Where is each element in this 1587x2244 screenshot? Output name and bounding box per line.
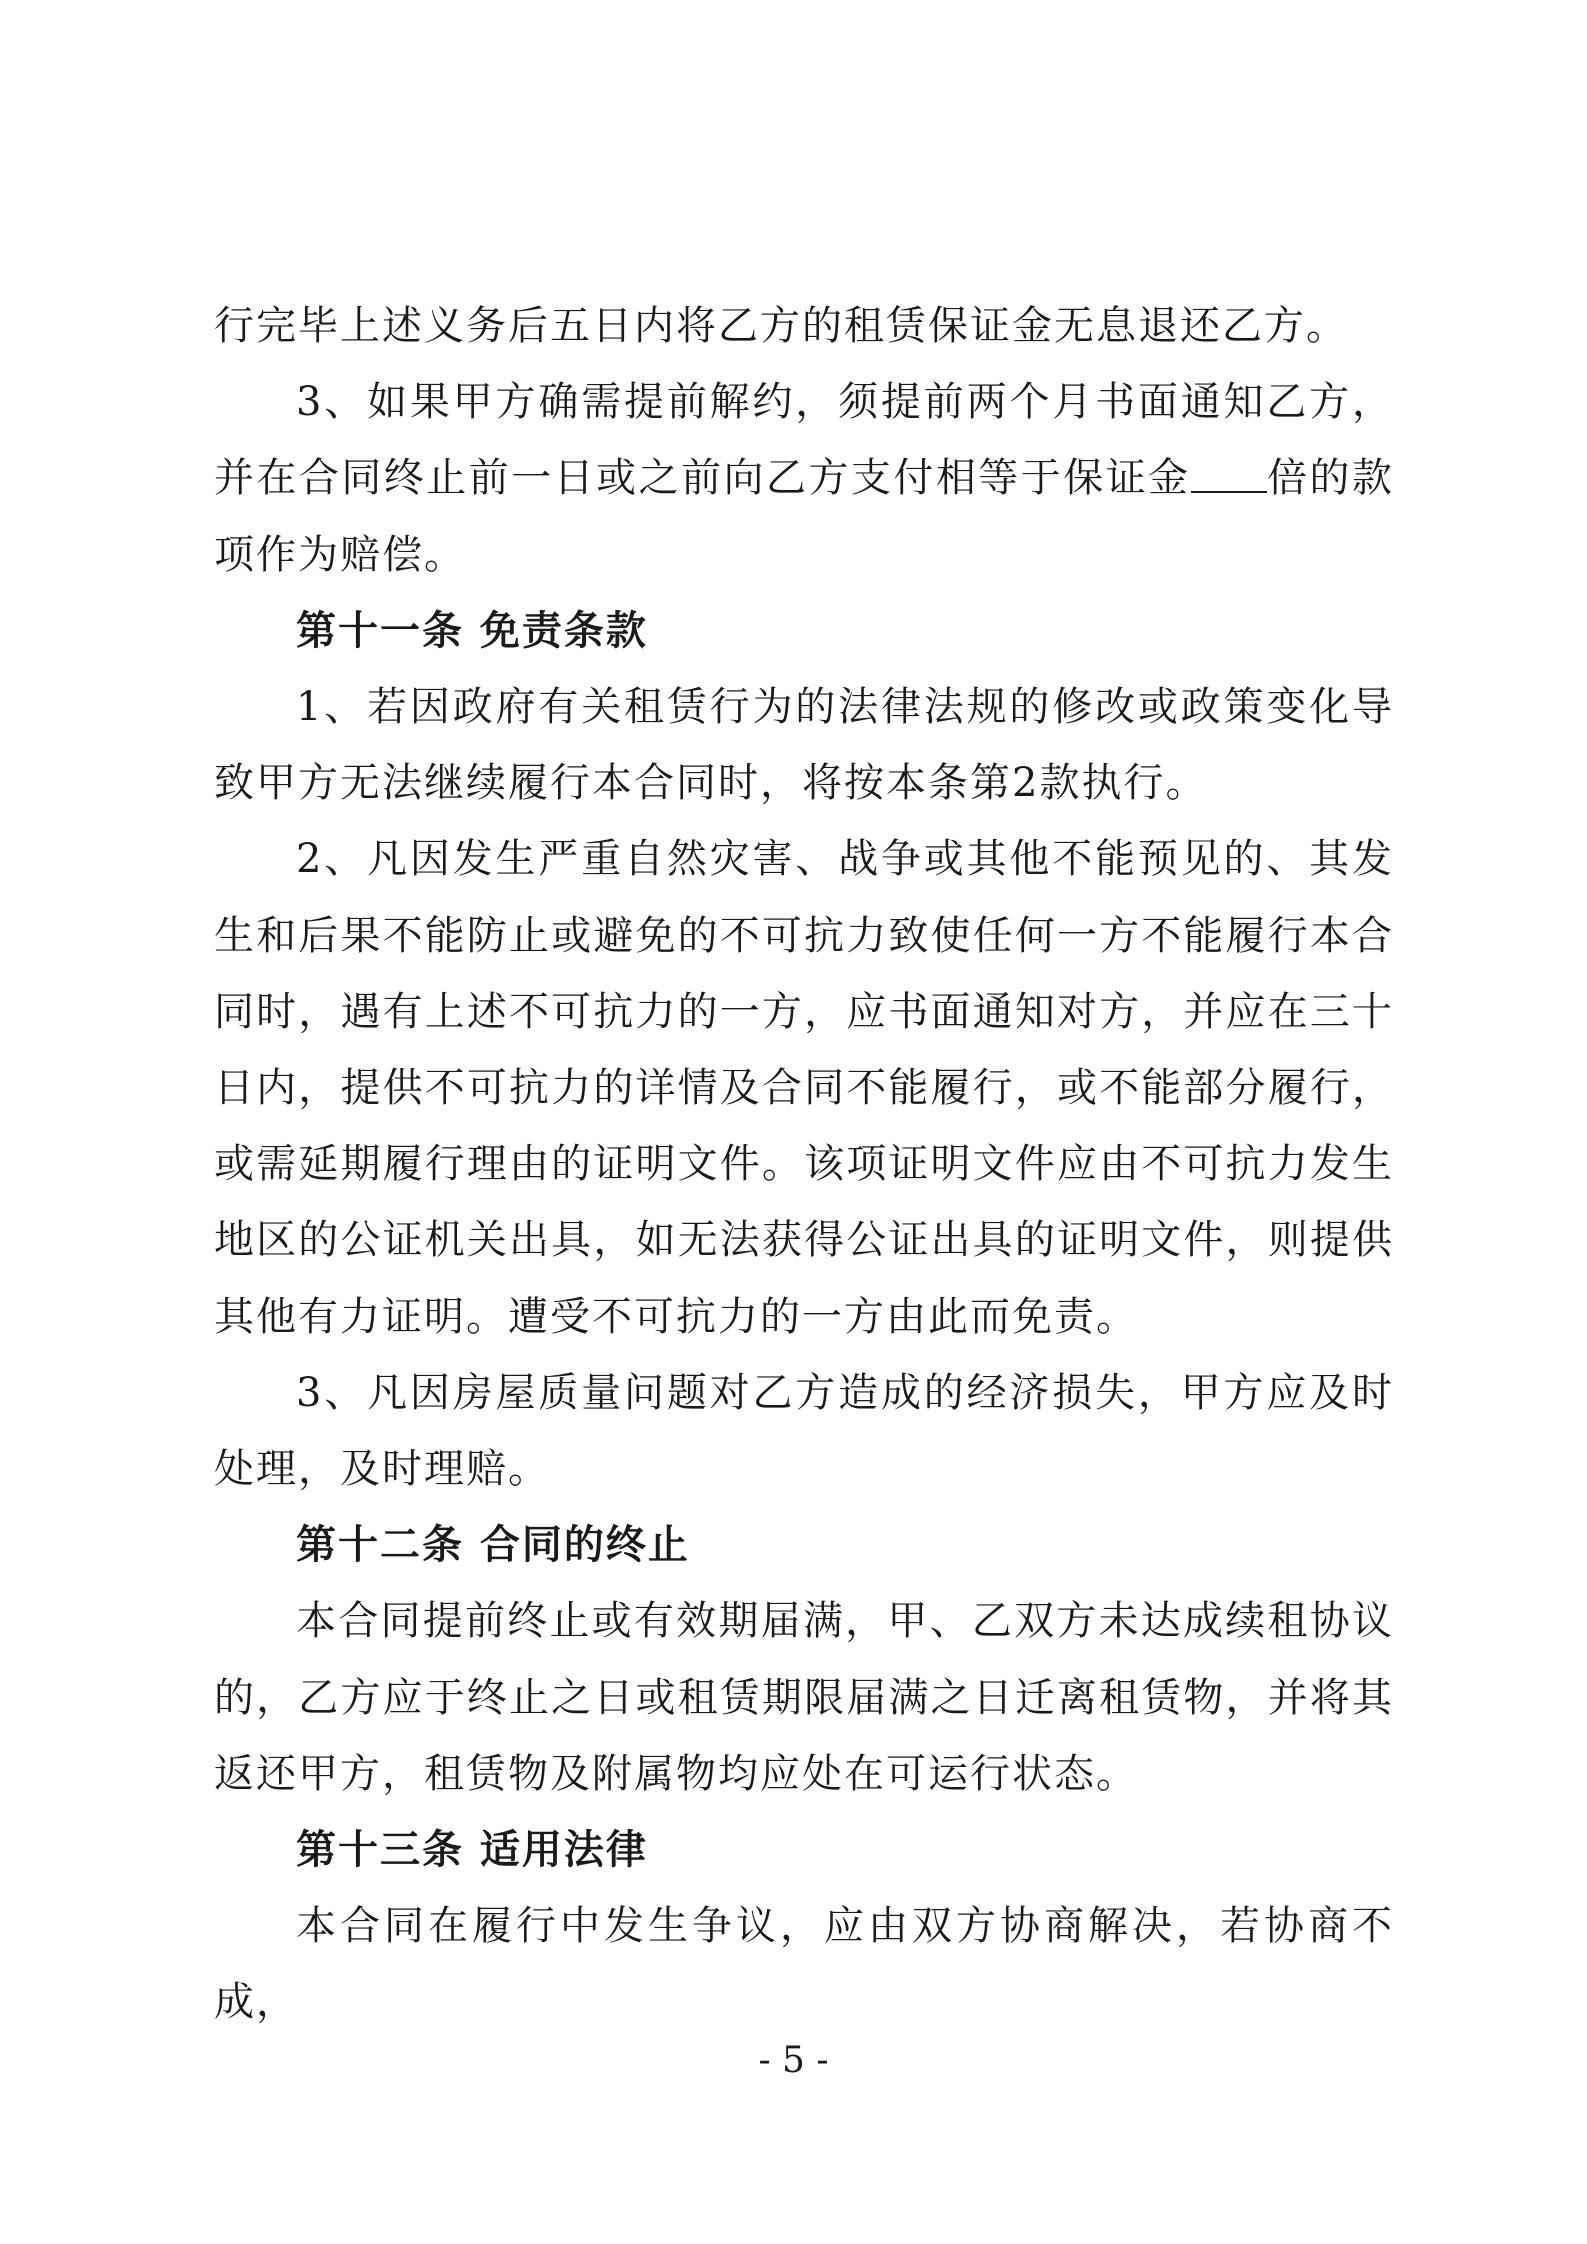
article-11-heading: 第十一条 免责条款 [296, 607, 648, 654]
paragraph-article-11-item-1: 1、若因政府有关租赁行为的法律法规的修改或政策变化导致甲方无法继续履行本合同时，将按本条第2款执行。 [214, 684, 1394, 807]
article-13-heading: 第十三条 适用法律 [296, 1827, 648, 1874]
paragraph-article-11-item-2: 2、凡因发生严重自然灾害、战争或其他不能预见的、其发生和后果不能防止或避免的不可抗力致使任何一方不能履行本合同时，遇有上述不可抗力的一方，应书面通知对方，并应在三十日内，提供不可抗力的详情及合同不能履行，或不能部分履行，或需延期履行理由的证明文件。该项证明文件应由不可抗力发生地区的公证机关出具，如无法获得公证出具的证明文件，则提供其他有力证明。遭受不可抗力的一方由此而免责。 [214, 836, 1394, 1340]
paragraph-continuation: 行完毕上述义务后五日内将乙方的租赁保证金无息退还乙方。 [214, 303, 1348, 349]
paragraph-article-11-item-3: 3、凡因房屋质量问题对乙方造成的经济损失，甲方应及时处理，及时理赔。 [214, 1369, 1394, 1493]
clause-text-after-blank: 倍的款项作为赔偿。 [214, 455, 1395, 578]
paragraph-article-13-body: 本合同在履行中发生争议，应由双方协商解决，若协商不成， [214, 1903, 1394, 2026]
clause-text-before-blank: 3、如果甲方确需提前解约，须提前两个月书面通知乙方，并在合同终止前一日或之前向乙方支付相等于保证金 [214, 379, 1394, 502]
page-number: - 5 - [758, 2040, 829, 2081]
document-body [214, 288, 1394, 2041]
paragraph-early-termination-clause [214, 364, 1394, 593]
paragraph-article-12-body: 本合同提前终止或有效期届满，甲、乙双方未达成续租协议的，乙方应于终止之日或租赁期限届满之日迁离租赁物，并将其返还甲方，租赁物及附属物均应处在可运行状态。 [214, 1598, 1394, 1797]
fill-in-blank-line [1191, 455, 1267, 493]
article-12-heading: 第十二条 合同的终止 [296, 1522, 690, 1569]
